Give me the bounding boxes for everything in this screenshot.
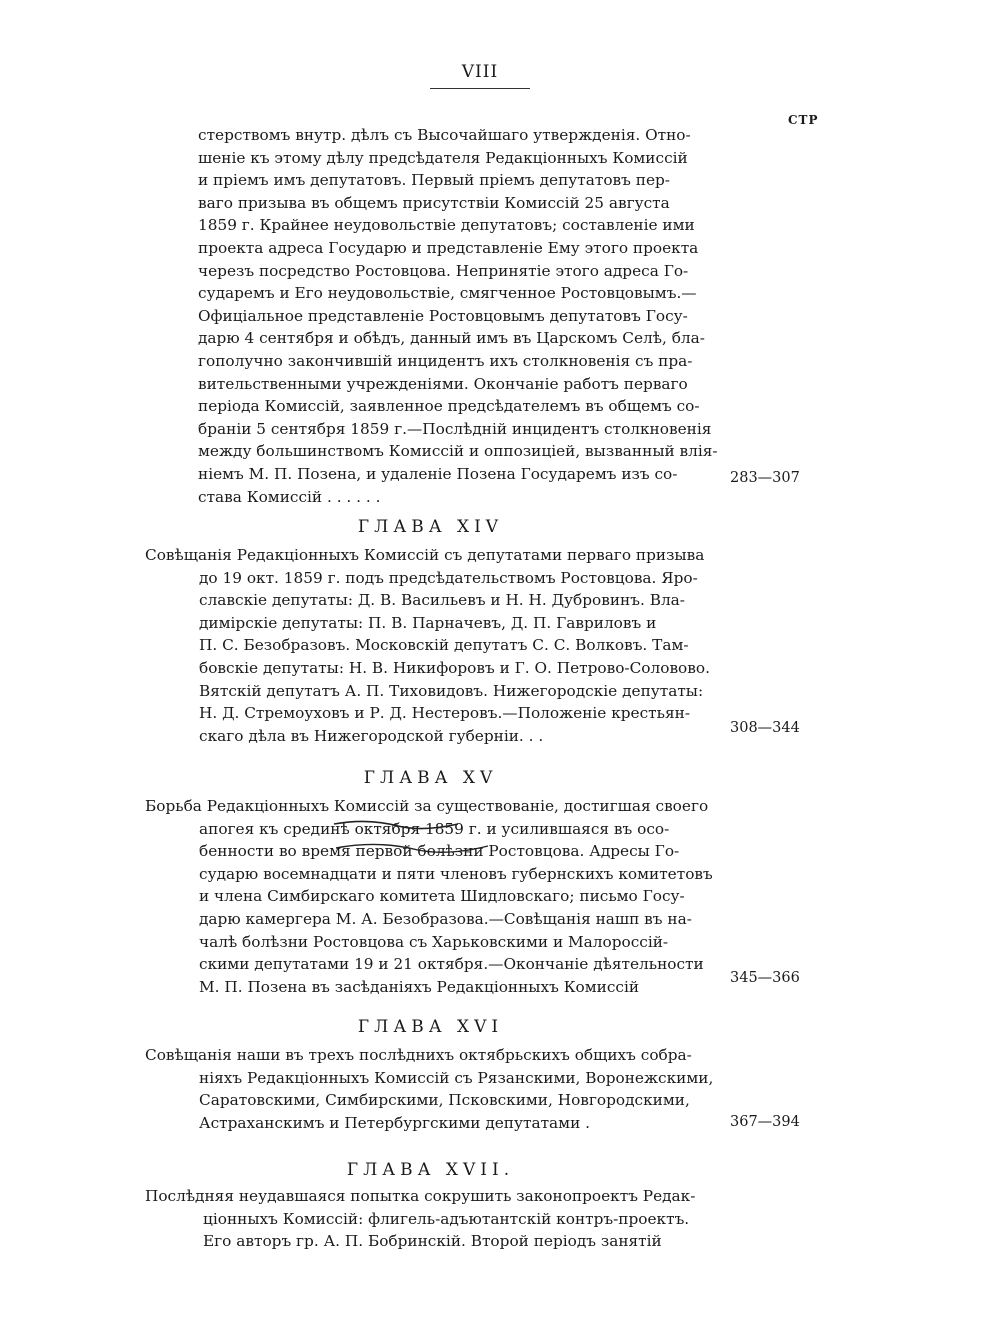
text-line: сударю восемнадцати и пяти членовъ губернскихъ комитетовъ xyxy=(199,864,713,883)
text-line: Совѣщанія наши въ трехъ послѣднихъ октябрьскихъ общихъ собра- xyxy=(145,1046,692,1064)
chapter-heading: ГЛАВА XV xyxy=(363,768,498,788)
text-line: ніемъ М. П. Позена, и удаленіе Позена Государемъ изъ со- xyxy=(198,464,678,483)
toc-entry xyxy=(145,1044,716,1134)
text-line: ваго призыва въ общемъ присутствіи Комиссій 25 августа xyxy=(198,193,670,212)
page-range: 345—366 xyxy=(730,970,800,986)
page-range: 367—394 xyxy=(730,1114,800,1130)
text-line: Совѣщанія Редакціонныхъ Комиссій съ депутатами перваго призыва xyxy=(145,546,705,564)
text-line: вительственными учрежденіями. Окончаніе работъ перваго xyxy=(198,374,688,393)
text-line: шеніе къ этому дѣлу предсѣдателя Редакціонныхъ Комиссій xyxy=(198,148,688,167)
text-line: славскіе депутаты: Д. В. Васильевъ и Н. Н. Дубровинъ. Вла- xyxy=(199,591,685,610)
text-line: браніи 5 сентября 1859 г.—Послѣдній инцидентъ столкновенія xyxy=(198,419,712,438)
chapter-heading: ГЛАВА XVII. xyxy=(346,1160,515,1180)
text-line: стерствомъ внутр. дѣлъ съ Высочайшаго утвержденія. Отно- xyxy=(198,126,691,144)
text-line: между большинствомъ Комиссій и оппозиціей, вызванный влія- xyxy=(198,442,718,461)
text-line: ціонныхъ Комиссій: флигель-адъютантскій контръ-проектъ. xyxy=(203,1209,690,1228)
text-line: Саратовскими, Симбирскими, Псковскими, Новгородскими, xyxy=(199,1091,690,1110)
chapter-heading: ГЛАВА XVI xyxy=(357,1017,504,1037)
text-line: апогея къ срединѣ октября 1859 г. и усилившаяся въ осо- xyxy=(199,819,670,838)
text-line: бенности во время первой болѣзни Ростовцова. Адресы Го- xyxy=(199,842,680,861)
text-line: гополучно закончившій инцидентъ ихъ столкновенія съ пра- xyxy=(198,351,693,370)
toc-entry xyxy=(145,1185,716,1253)
text-line: дарю камергера М. А. Безобразова.—Совѣщанія нашп въ на- xyxy=(199,909,692,928)
text-line: Вятскій депутатъ А. П. Тиховидовъ. Нижегородскіе депутаты: xyxy=(199,681,704,700)
page-number: VIII xyxy=(430,62,530,89)
page-range: 308—344 xyxy=(730,720,800,736)
chapter-heading: ГЛАВА XIV xyxy=(357,517,504,537)
page-range: 283—307 xyxy=(730,470,800,486)
text-line: М. П. Позена въ засѣданіяхъ Редакціонныхъ Комиссій xyxy=(199,977,640,996)
text-line: П. С. Безобразовъ. Московскій депутатъ С. С. Волковъ. Там- xyxy=(199,636,689,655)
text-line: Борьба Редакціонныхъ Комиссій за существованіе, достигшая своего xyxy=(145,797,709,815)
text-line: Его авторъ гр. А. П. Бобринскій. Второй періодъ занятій xyxy=(203,1232,662,1251)
toc-entry xyxy=(145,795,716,998)
text-line: Офиціальное представленіе Ростовцовымъ депутатовъ Госу- xyxy=(198,306,688,325)
text-line: Послѣдняя неудавшаяся попытка сокрушить законопроектъ Редак- xyxy=(145,1187,696,1205)
page-column-label: СТР xyxy=(788,113,819,127)
text-line: димірскіе депутаты: П. В. Парначевъ, Д. П. Гавриловъ и xyxy=(199,613,657,632)
text-line: става Комиссій . . . . . . xyxy=(198,487,381,506)
text-line: бовскіе депутаты: Н. В. Никифоровъ и Г. О. Петрово-Соловово. xyxy=(199,658,710,677)
text-line: дарю 4 сентября и обѣдъ, данный имъ въ Царскомъ Селѣ, бла- xyxy=(198,329,705,348)
text-line: и члена Симбирскаго комитета Шидловскаго; письмо Госу- xyxy=(199,887,685,906)
text-line: до 19 окт. 1859 г. подъ предсѣдательствомъ Ростовцова. Яро- xyxy=(199,568,698,587)
toc-entry xyxy=(145,544,716,747)
text-line: Астраханскимъ и Петербургскими депутатами . xyxy=(199,1113,590,1132)
text-line: сударемъ и Его неудовольствіе, смягченное Ростовцовымъ.— xyxy=(198,284,697,303)
text-line: 1859 г. Крайнее неудовольствіе депутатовъ; составленіе ими xyxy=(198,216,695,235)
text-line: черезъ посредство Ростовцова. Непринятіе этого адреса Го- xyxy=(198,261,689,280)
text-line: проекта адреса Государю и представленіе Ему этого проекта xyxy=(198,238,699,257)
text-line: Н. Д. Стремоуховъ и Р. Д. Нестеровъ.—Положеніе крестьян- xyxy=(199,704,690,723)
text-line: скаго дѣла въ Нижегородской губерніи. . . xyxy=(199,726,544,745)
text-line: ніяхъ Редакціонныхъ Комиссій съ Рязанскими, Воронежскими, xyxy=(199,1068,714,1087)
text-line: и пріемъ имъ депутатовъ. Первый пріемъ депутатовъ пер- xyxy=(198,171,670,190)
text-line: скими депутатами 19 и 21 октября.—Окончаніе дѣятельности xyxy=(199,955,704,974)
text-line: чалѣ болѣзни Ростовцова съ Харьковскими и Малороссій- xyxy=(199,932,669,951)
text-line: періода Комиссій, заявленное предсѣдателемъ въ общемъ со- xyxy=(198,397,700,416)
toc-entry-continuation xyxy=(198,124,716,508)
